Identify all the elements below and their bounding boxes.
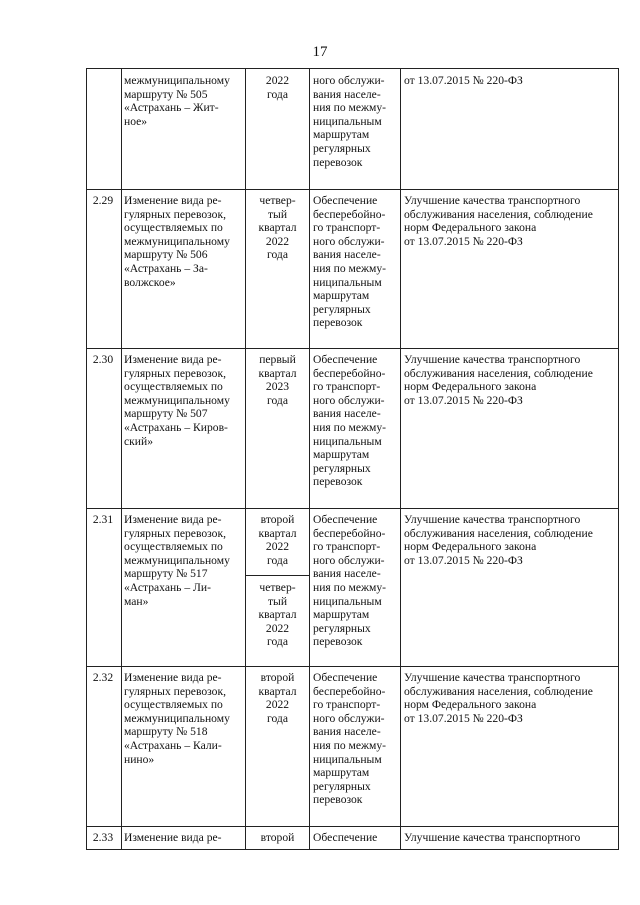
period-split-divider — [245, 575, 310, 576]
row-result: Улучшение качества транспортного обслуживания населения, соблюдение норм Федерального закона от 13.07.2015 № 220-ФЗ — [404, 194, 593, 248]
row-divider — [86, 348, 619, 349]
table-border-bottom — [86, 849, 619, 850]
row-divider — [86, 826, 619, 827]
row-measure: Обеспечение бесперебойно- го транспорт- ного обслужи- вания населе- ния по межму- ниципальным маршрутам регулярных перевозок — [313, 671, 387, 807]
row-number: 2.30 — [92, 353, 114, 366]
row-number: 2.32 — [92, 671, 114, 684]
measures-table — [86, 68, 619, 850]
row-measure: Обеспечение бесперебойно- го транспорт- ного обслужи- вания населе- ния по межму- ниципальным маршрутам регулярных перевозок — [313, 353, 387, 489]
row-description: Изменение вида ре- гулярных перевозок, осуществляемых по межмуниципальному маршруту № 506 «Астрахань – За- волжское» — [124, 194, 230, 289]
continued-description: межмуниципальному маршруту № 505 «Астрахань – Жит- ное» — [124, 74, 230, 128]
row-number: 2.31 — [92, 513, 114, 526]
row-description: Изменение вида ре- гулярных перевозок, осуществляемых по межмуниципальному маршруту № 518 «Астрахань – Кали- нино» — [124, 671, 230, 766]
continued-result: от 13.07.2015 № 220-ФЗ — [404, 74, 523, 87]
page-number: 17 — [312, 44, 328, 60]
table-border-left — [86, 68, 87, 850]
row-divider — [86, 666, 619, 667]
row-divider — [86, 189, 619, 190]
row-period: второй квартал 2022 года — [258, 513, 297, 567]
row-number: 2.29 — [92, 194, 114, 207]
row-measure: Обеспечение — [313, 831, 378, 844]
row-period-second: четвер- тый квартал 2022 года — [258, 581, 297, 649]
row-result: Улучшение качества транспортного обслуживания населения, соблюдение норм Федерального закона от 13.07.2015 № 220-ФЗ — [404, 353, 593, 407]
column-divider — [400, 68, 401, 850]
row-period: первый квартал 2023 года — [258, 353, 297, 407]
table-border-right — [618, 68, 619, 850]
column-divider — [121, 68, 122, 850]
row-number: 2.33 — [92, 831, 114, 844]
row-description: Изменение вида ре- гулярных перевозок, осуществляемых по межмуниципальному маршруту № 517 «Астрахань – Ли- ман» — [124, 513, 230, 608]
column-divider — [309, 68, 310, 850]
row-period: второй квартал 2022 года — [258, 671, 297, 725]
continued-period: 2022 года — [265, 74, 290, 101]
continued-measure: ного обслужи- вания населе- ния по межму- ниципальным маршрутам регулярных перевозок — [313, 74, 387, 169]
row-divider — [86, 508, 619, 509]
row-description: Изменение вида ре- — [124, 831, 222, 844]
row-period: второй — [260, 831, 295, 844]
row-measure: Обеспечение бесперебойно- го транспорт- ного обслужи- вания населе- ния по межму- ниципальным маршрутам регулярных перевозок — [313, 513, 387, 649]
row-description: Изменение вида ре- гулярных перевозок, осуществляемых по межмуниципальному маршруту № 507 «Астрахань – Киров- ский» — [124, 353, 230, 448]
table-border-top — [86, 68, 619, 69]
row-result: Улучшение качества транспортного обслуживания населения, соблюдение норм Федерального закона от 13.07.2015 № 220-ФЗ — [404, 513, 593, 567]
row-measure: Обеспечение бесперебойно- го транспорт- ного обслужи- вания населе- ния по межму- ниципальным маршрутам регулярных перевозок — [313, 194, 387, 330]
row-result: Улучшение качества транспортного обслуживания населения, соблюдение норм Федерального закона от 13.07.2015 № 220-ФЗ — [404, 671, 593, 725]
row-period: четвер- тый квартал 2022 года — [258, 194, 297, 262]
row-result: Улучшение качества транспортного — [404, 831, 581, 844]
